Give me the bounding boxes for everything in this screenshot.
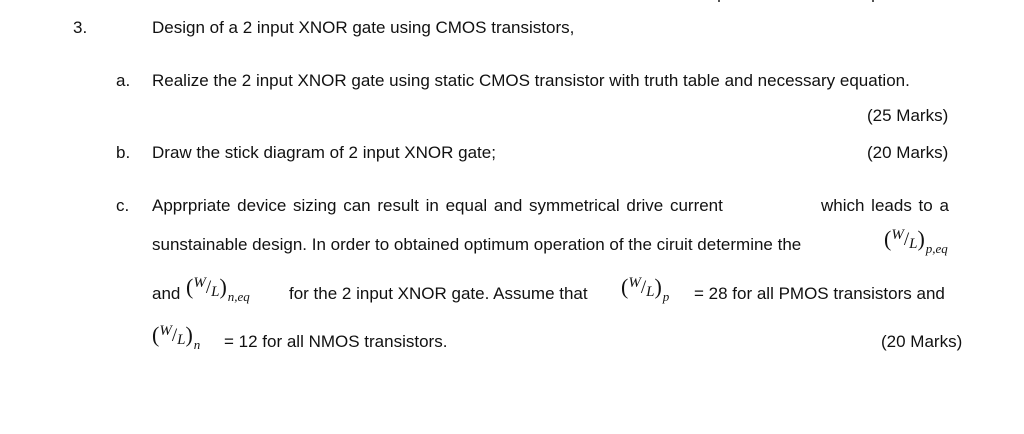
question-number: 3.: [73, 18, 88, 37]
part-a-text: Realize the 2 input XNOR gate using static CMOS transistor with truth table and necessary equation.: [152, 71, 910, 90]
ratio-w-l-p-eq: $(^W/L)_{p,eq}$: [884, 226, 948, 256]
part-b-label: b.: [116, 143, 131, 162]
question-title: Design of a 2 input XNOR gate using CMOS transistors,: [152, 18, 575, 37]
ratio-w-l-n-eq: $(^W/L)_{n,eq}$: [186, 274, 250, 304]
part-b-marks: (20 Marks): [867, 143, 949, 162]
part-c-marks: (20 Marks): [881, 332, 963, 351]
part-c-line3c: = 28 for all PMOS transistors and: [694, 284, 945, 303]
part-c-line1a: Apprpriate device sizing can result in equal and symmetrical drive current: [152, 196, 723, 215]
part-a-label: a.: [116, 71, 131, 90]
part-c-label: c.: [116, 196, 130, 215]
top-page-edge-marks: [0, 0, 1024, 1]
part-c-line2: sunstainable design. In order to obtained optimum operation of the ciruit determine the: [152, 235, 802, 254]
part-c-line3a: and: [152, 284, 181, 303]
part-c-line4: = 12 for all NMOS transistors.: [224, 332, 448, 351]
ratio-w-l-p: $(^W/L)_p$: [621, 274, 670, 304]
part-c-line3b: for the 2 input XNOR gate. Assume that: [289, 284, 588, 303]
part-c-line1b: which leads to a: [821, 196, 949, 215]
part-a-marks: (25 Marks): [867, 106, 949, 125]
part-b-text: Draw the stick diagram of 2 input XNOR gate;: [152, 143, 496, 162]
ratio-w-l-n: $(^W/L)_n$: [152, 322, 201, 352]
